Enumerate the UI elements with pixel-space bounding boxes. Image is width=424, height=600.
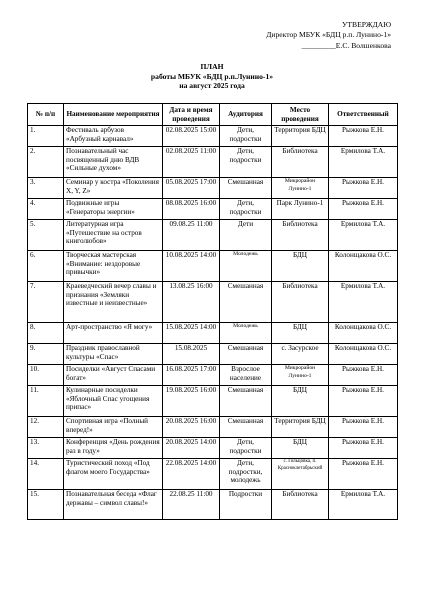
row-num: 9. <box>28 344 64 365</box>
table-row <box>28 178 398 199</box>
table-row <box>28 282 398 323</box>
row-datetime: 15.08.2025 14:00 <box>163 323 220 344</box>
table-row <box>28 365 398 386</box>
approval-block <box>266 20 391 51</box>
row-place: с. Гольцовка, п. Красноклетабрьский <box>272 459 329 490</box>
row-place: с. Засурское <box>272 344 329 365</box>
row-name: Праздник православной культуры «Спас» <box>64 344 163 365</box>
row-num: 3. <box>28 178 64 199</box>
row-datetime: 13.08.25 16:00 <box>163 282 220 323</box>
table-row <box>28 417 398 438</box>
row-place: Микрорайон Лунино-1 <box>272 178 329 199</box>
row-place: Библиотека <box>272 220 329 251</box>
row-responsible: Рыжкова Е.Н. <box>329 126 398 147</box>
row-audience: Дети, подростки <box>220 438 272 459</box>
row-responsible: Рыжкова Е.Н. <box>329 386 398 417</box>
plan-heading <box>0 62 424 91</box>
row-responsible: Ермилова Т.А. <box>329 147 398 178</box>
table-row <box>28 199 398 220</box>
row-responsible: Ермилова Т.А. <box>329 282 398 323</box>
row-name: Подвижные игры «Генераторы энергии» <box>64 199 163 220</box>
row-audience: Дети <box>220 220 272 251</box>
plan-table <box>27 103 398 520</box>
row-num: 13. <box>28 438 64 459</box>
approval-title: УТВЕРЖДАЮ <box>342 20 391 29</box>
row-name: Познавательный час посвященный дню ВДВ «Сильные духом» <box>64 147 163 178</box>
row-place: БДЦ <box>272 438 329 459</box>
row-name: Посиделки «Август Спасами богат» <box>64 365 163 386</box>
row-audience: Подростки <box>220 490 272 520</box>
row-audience: Молодежь <box>220 323 272 344</box>
row-datetime: 08.08.2025 16:00 <box>163 199 220 220</box>
row-name: Спортивная игра «Полный вперед!» <box>64 417 163 438</box>
row-responsible: Колонщакова О.С. <box>329 251 398 282</box>
row-name: Познавательная беседа «Флаг державы – символ славы!» <box>64 490 163 520</box>
row-place: Парк Лунино-1 <box>272 199 329 220</box>
row-num: 7. <box>28 282 64 323</box>
row-audience: Дети, подростки <box>220 147 272 178</box>
row-datetime: 05.08.2025 17:00 <box>163 178 220 199</box>
row-num: 6. <box>28 251 64 282</box>
table-row <box>28 459 398 490</box>
row-place: Территория БДЦ <box>272 417 329 438</box>
approval-signature: _________Е.С. Волшенкова <box>301 40 391 50</box>
row-responsible: Ермилова Т.А. <box>329 490 398 520</box>
row-name: Арт-пространство «Я могу» <box>64 323 163 344</box>
row-num: 5. <box>28 220 64 251</box>
row-responsible: Рыжкова Е.Н. <box>329 199 398 220</box>
table-row <box>28 438 398 459</box>
row-num: 2. <box>28 147 64 178</box>
header-audience: Аудитория <box>220 104 272 126</box>
row-responsible: Колонщакова О.С. <box>329 344 398 365</box>
row-place: Библиотека <box>272 147 329 178</box>
row-datetime: 19.08.2025 16:00 <box>163 386 220 417</box>
header-num: № п/п <box>28 104 64 126</box>
row-audience: Дети, подростки <box>220 126 272 147</box>
row-num: 8. <box>28 323 64 344</box>
row-num: 10. <box>28 365 64 386</box>
row-datetime: 16.08.2025 17:00 <box>163 365 220 386</box>
row-name: Кулинарные посиделки «Яблочный Спас угощения припас» <box>64 386 163 417</box>
row-audience: Смешанная <box>220 417 272 438</box>
row-datetime: 22.08.25 11:00 <box>163 490 220 520</box>
table-row <box>28 490 398 520</box>
row-num: 15. <box>28 490 64 520</box>
row-responsible: Рыжкова Е.Н. <box>329 178 398 199</box>
row-place: Библиотека <box>272 282 329 323</box>
row-num: 12. <box>28 417 64 438</box>
row-audience: Смешанная <box>220 178 272 199</box>
row-name: Туристический поход «Под флагом моего Государства» <box>64 459 163 490</box>
table-row <box>28 344 398 365</box>
plan-period: на август 2025 года <box>179 81 245 91</box>
row-num: 11. <box>28 386 64 417</box>
row-num: 1. <box>28 126 64 147</box>
row-place: БДЦ <box>272 251 329 282</box>
row-datetime: 09.08.25 11:00 <box>163 220 220 251</box>
row-name: Фестиваль арбузов «Арбузный карнавал» <box>64 126 163 147</box>
row-responsible: Рыжкова Е.Н. <box>329 459 398 490</box>
row-datetime: 22.08.2025 14:00 <box>163 459 220 490</box>
row-audience: Дети, подростки <box>220 199 272 220</box>
header-place: Место проведения <box>272 104 329 126</box>
plan-title: ПЛАН <box>200 62 224 71</box>
row-responsible: Колонщакова О.С. <box>329 323 398 344</box>
row-name: Краеведческий вечер славы и признания «Земляки известные и неизвестные» <box>64 282 163 323</box>
row-datetime: 10.08.2025 14:00 <box>163 251 220 282</box>
row-audience: Смешанная <box>220 386 272 417</box>
row-datetime: 15.08.2025 <box>163 344 220 365</box>
row-audience: Молодежь <box>220 251 272 282</box>
row-name: Конференция «День рождения раз в году» <box>64 438 163 459</box>
row-responsible: Рыжкова Е.Н. <box>329 438 398 459</box>
row-datetime: 20.08.2025 16:00 <box>163 417 220 438</box>
row-num: 4. <box>28 199 64 220</box>
header-name: Наименование мероприятия <box>64 104 163 126</box>
row-audience: Дети, подростки, молодежь <box>220 459 272 490</box>
header-responsible: Ответственный <box>329 104 398 126</box>
row-audience: Взрослое население <box>220 365 272 386</box>
row-place: БДЦ <box>272 386 329 417</box>
row-responsible: Рыжкова Е.Н. <box>329 417 398 438</box>
table-row <box>28 323 398 344</box>
table-row <box>28 126 398 147</box>
table-row <box>28 220 398 251</box>
row-place: Библиотека <box>272 490 329 520</box>
row-place: БДЦ <box>272 323 329 344</box>
table-row <box>28 147 398 178</box>
row-audience: Смешанная <box>220 282 272 323</box>
row-name: Семинар у костра «Поколения X, Y, Z» <box>64 178 163 199</box>
row-place: Территория БДЦ <box>272 126 329 147</box>
row-num: 14. <box>28 459 64 490</box>
table-header-row <box>28 104 398 126</box>
row-responsible: Рыжкова Е.Н. <box>329 365 398 386</box>
row-audience: Смешанная <box>220 344 272 365</box>
row-datetime: 02.08.2025 15:00 <box>163 126 220 147</box>
row-place: Микрорайон Лунино-1 <box>272 365 329 386</box>
row-name: Литературная игра «Путешествие на остров книголюбов» <box>64 220 163 251</box>
row-responsible: Ермилова Т.А. <box>329 220 398 251</box>
row-datetime: 20.08.2025 14:00 <box>163 438 220 459</box>
row-name: Творческая мастерская «Внимание: нездоровые привычки» <box>64 251 163 282</box>
approval-position: Директор МБУК «БДЦ р.п. Лунино-1» <box>266 30 391 40</box>
header-datetime: Дата и время проведения <box>163 104 220 126</box>
plan-subtitle: работы МБУК «БДЦ р.п.Лунино-1» <box>150 71 274 81</box>
table-row <box>28 386 398 417</box>
row-datetime: 02.08.2025 11:00 <box>163 147 220 178</box>
table-row <box>28 251 398 282</box>
